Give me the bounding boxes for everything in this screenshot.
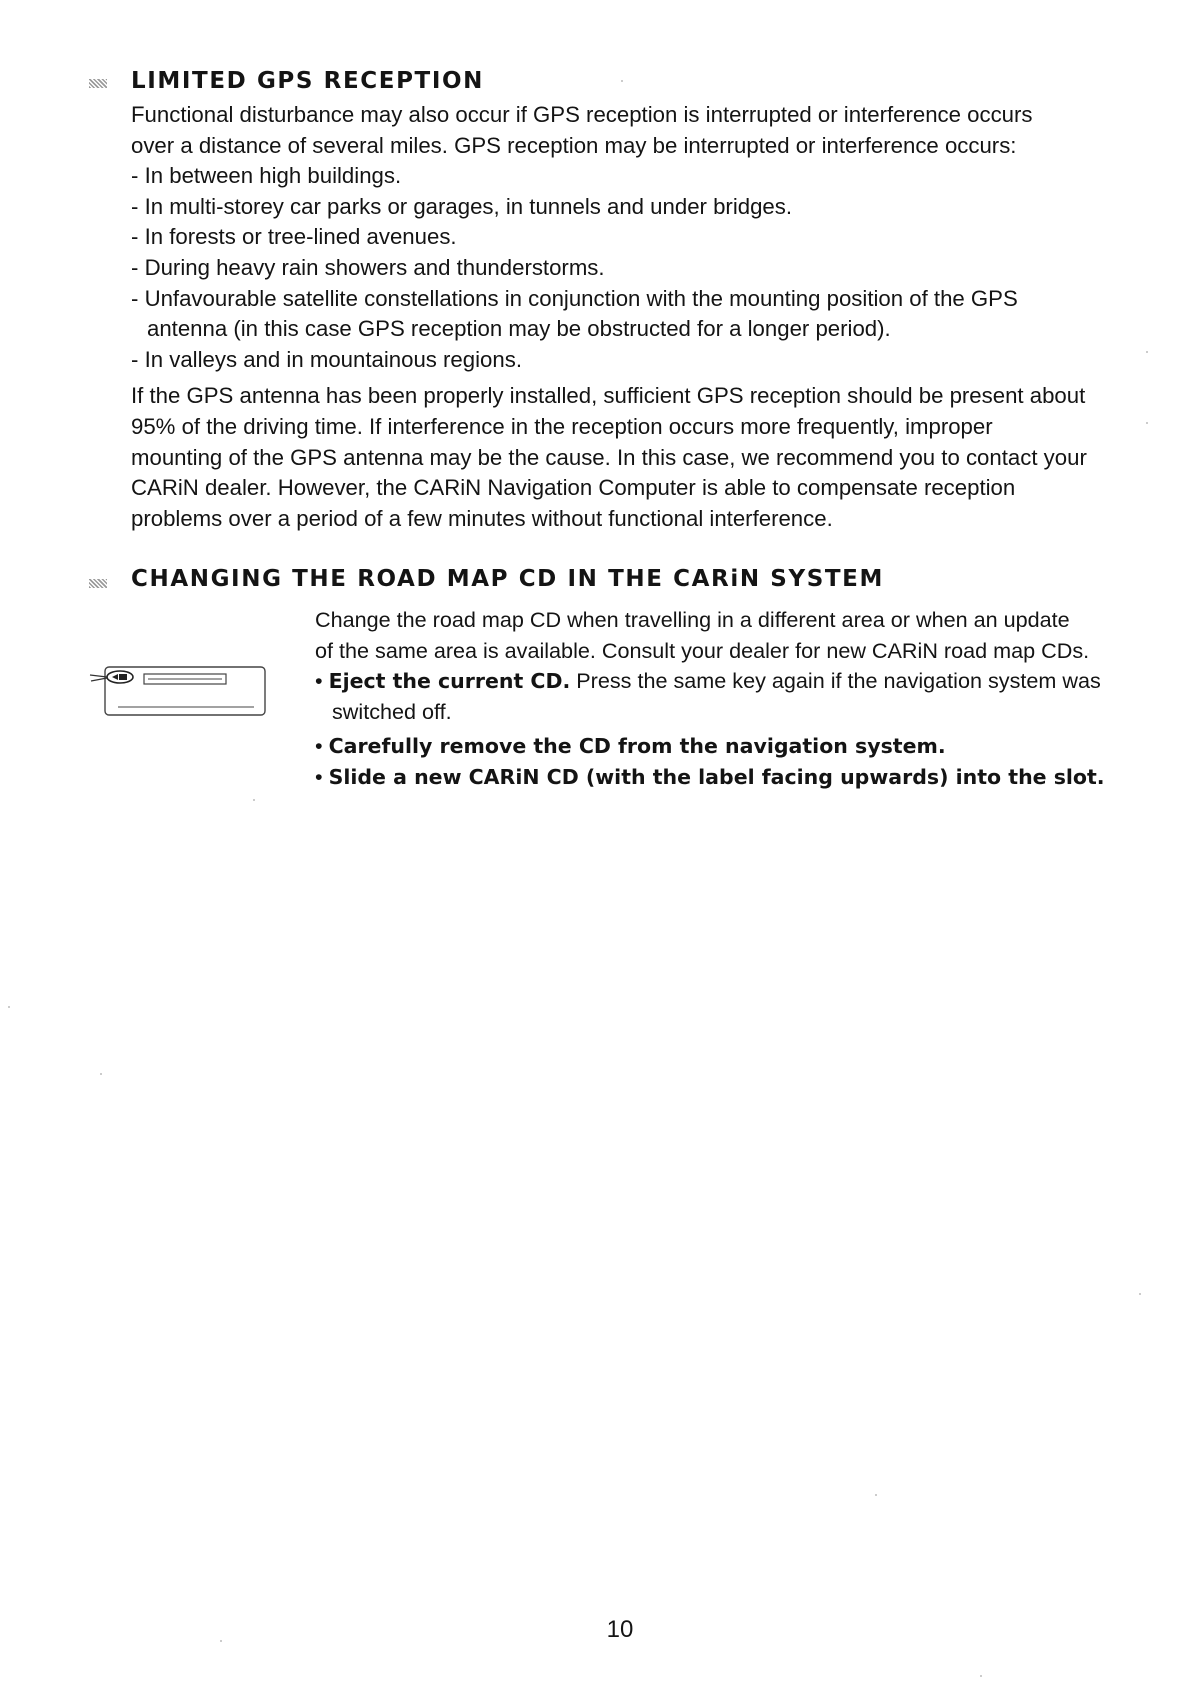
scan-speck (980, 1675, 982, 1677)
closing-paragraph (131, 381, 1087, 534)
closing-line: CARiN dealer. However, the CARiN Navigation Computer is able to compensate reception (131, 475, 1016, 501)
cd-intro-paragraph (315, 605, 1105, 666)
interference-list (131, 161, 1087, 375)
scan-speck (621, 80, 623, 82)
section-body-limited-gps (131, 100, 1087, 534)
page-number: 10 (606, 1616, 634, 1643)
list-item: - Unfavourable satellite constellations in conjunction with the mounting position of the GPS antenna (in this case GPS reception may be obstructed for a longer period). (131, 284, 1087, 345)
cd-intro-line: of the same area is available. Consult your dealer for new CARiN road map CDs. (315, 637, 1090, 663)
intro-line: Functional disturbance may also occur if GPS reception is interrupted or interference occurs (131, 102, 1033, 127)
list-item: - In forests or tree-lined avenues. (131, 222, 1087, 253)
section-heading-changing-cd: CHANGING THE ROAD MAP CD IN THE CARiN SYSTEM (131, 566, 884, 592)
cd-slot-eject-icon (88, 664, 270, 720)
step-bold-text: Eject the current CD. (328, 669, 571, 694)
step-text: Press the same key again if the navigation system was (570, 668, 1101, 694)
closing-line: mounting of the GPS antenna may be the cause. In this case, we recommend you to contact your (131, 444, 1087, 470)
scan-speck (1146, 351, 1148, 353)
scan-speck (220, 1640, 222, 1642)
scan-speck (100, 1073, 102, 1075)
closing-line: If the GPS antenna has been properly installed, sufficient GPS reception should be present about (131, 383, 1086, 409)
intro-line: over a distance of several miles. GPS reception may be interrupted or interference occurs: (131, 132, 1017, 158)
step-bold-text: Slide a new CARiN CD (with the label facing upwards) into the slot. (328, 764, 1105, 789)
section-heading-limited-gps: LIMITED GPS RECEPTION (131, 68, 484, 94)
scan-speck (253, 799, 255, 801)
step-item (315, 666, 1105, 727)
cd-steps-list (315, 666, 1105, 792)
step-item (315, 731, 1105, 762)
list-item: - In between high buildings. (131, 161, 1087, 192)
list-item: - In valleys and in mountainous regions. (131, 345, 1087, 376)
step-text-cont: switched off. (332, 698, 452, 724)
closing-line: 95% of the driving time. If interference in the reception occurs more frequently, improper (131, 413, 993, 439)
cd-intro-line: Change the road map CD when travelling in a different area or when an update (315, 607, 1070, 632)
scan-speck (1139, 1293, 1141, 1295)
section-body-changing-cd (315, 605, 1105, 793)
section-marker-icon (89, 79, 107, 88)
list-item: - In multi-storey car parks or garages, in tunnels and under bridges. (131, 192, 1087, 223)
step-item (315, 762, 1105, 793)
step-bold-text: Carefully remove the CD from the navigation system. (328, 734, 946, 759)
scan-speck (1146, 422, 1148, 424)
section-marker-icon (89, 579, 107, 588)
scan-speck (8, 1006, 10, 1008)
list-item: - During heavy rain showers and thunderstorms. (131, 253, 1087, 284)
scan-speck (875, 1494, 877, 1496)
intro-paragraph (131, 100, 1087, 161)
closing-line: problems over a period of a few minutes without functional interference. (131, 505, 833, 531)
